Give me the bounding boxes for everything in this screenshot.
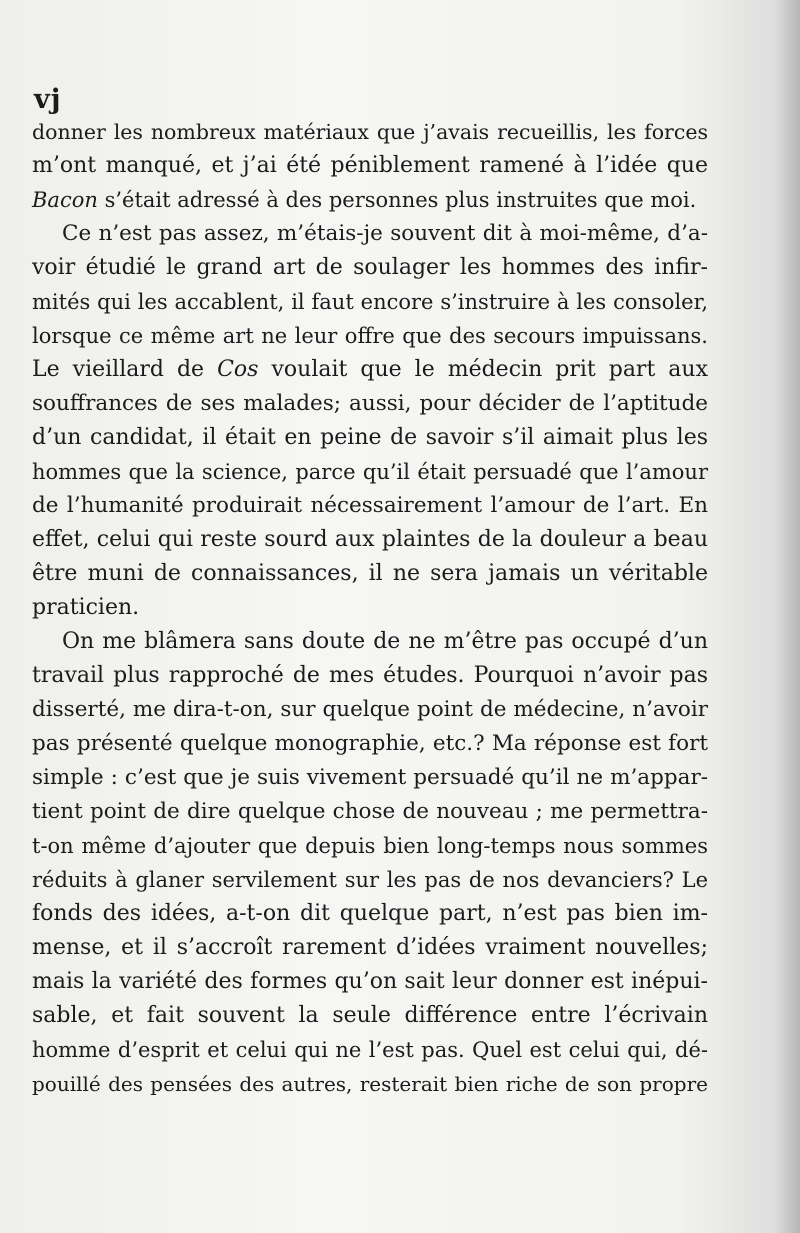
text-line bbox=[32, 353, 708, 387]
text-segment: pas présenté quelque monographie, etc.? Ma réponse est fort bbox=[32, 731, 708, 756]
page-number: vj bbox=[34, 84, 62, 115]
text-line bbox=[32, 421, 708, 455]
text-segment: Ce n’est pas assez, m’étais-je souvent dit à moi-même, d’a- bbox=[62, 221, 708, 246]
text-line bbox=[32, 251, 708, 285]
text-line bbox=[32, 557, 708, 591]
text-line bbox=[32, 897, 708, 931]
text-line bbox=[32, 1067, 708, 1101]
text-line bbox=[32, 727, 708, 761]
text-line bbox=[32, 863, 708, 897]
text-segment: hommes que la science, parce qu’il était persuadé que l’amour bbox=[32, 460, 708, 484]
text-line bbox=[32, 693, 708, 727]
text-segment: t-on même d’ajouter que depuis bien long-temps nous sommes bbox=[32, 834, 708, 858]
text-line bbox=[32, 659, 708, 693]
text-segment: sable, et fait souvent la seule différence entre l’écrivain bbox=[32, 1003, 708, 1028]
text-segment: Bacon bbox=[32, 188, 98, 212]
text-segment: praticien. bbox=[32, 595, 140, 620]
text-segment: homme d’esprit et celui qui ne l’est pas. Quel est celui qui, dé- bbox=[32, 1038, 708, 1062]
text-segment: travail plus rapproché de mes études. Pourquoi n’avoir pas bbox=[32, 663, 708, 688]
text-line bbox=[32, 387, 708, 421]
text-segment: souffrances de ses malades; aussi, pour décider de l’aptitude bbox=[32, 391, 708, 416]
text-segment: voulait que le médecin prit part aux bbox=[258, 357, 708, 382]
text-line bbox=[32, 523, 708, 557]
text-line bbox=[32, 761, 708, 795]
text-line bbox=[32, 965, 708, 999]
text-segment: voir étudié le grand art de soulager les hommes des infir- bbox=[32, 255, 708, 280]
text-segment: effet, celui qui reste sourd aux plaintes de la douleur a beau bbox=[32, 527, 708, 552]
page-edge-shadow bbox=[774, 0, 800, 1233]
text-segment: simple : c’est que je suis vivement persuadé qu’il ne m’appar- bbox=[32, 765, 708, 790]
text-segment: donner les nombreux matériaux que j’avais recueillis, les forces bbox=[32, 120, 708, 144]
text-line bbox=[32, 999, 708, 1033]
body-text bbox=[32, 115, 708, 1101]
text-line bbox=[32, 455, 708, 489]
italic-term: Cos bbox=[217, 357, 259, 382]
text-segment: être muni de connaissances, il ne sera jamais un véritable bbox=[32, 561, 708, 586]
text-segment: fonds des idées, a-t-on dit quelque part, n’est pas bien im- bbox=[32, 901, 708, 926]
text-segment: s’était adressé à des personnes plus instruites que moi. bbox=[97, 188, 697, 212]
text-segment: de l’humanité produirait nécessairement l’amour de l’art. En bbox=[32, 493, 708, 518]
text-segment: d’un candidat, il était en peine de savoir s’il aimait plus les bbox=[32, 425, 708, 450]
text-line bbox=[32, 285, 708, 319]
text-line bbox=[32, 625, 708, 659]
text-line bbox=[32, 489, 708, 523]
text-segment: On me blâmera sans doute de ne m’être pas occupé d’un bbox=[62, 629, 708, 654]
text-line bbox=[32, 1033, 708, 1067]
text-segment: réduits à glaner servilement sur les pas de nos devanciers? Le bbox=[32, 868, 708, 892]
text-line bbox=[32, 829, 708, 863]
text-segment: mités qui les accablent, il faut encore s’instruire à les consoler, bbox=[32, 290, 708, 314]
text-segment: mense, et il s’accroît rarement d’idées vraiment nouvelles; bbox=[32, 935, 708, 960]
text-segment: m’ont manqué, et j’ai été péniblement ramené à l’idée que bbox=[32, 153, 708, 178]
text-segment: pouillé des pensées des autres, resterait bien riche de son propre bbox=[32, 1072, 708, 1096]
text-line bbox=[32, 217, 708, 251]
text-line bbox=[32, 591, 708, 625]
text-line bbox=[32, 183, 708, 217]
text-line bbox=[32, 795, 708, 829]
text-segment: disserté, me dira-t-on, sur quelque point de médecine, n’avoir bbox=[32, 697, 708, 722]
text-segment: tient point de dire quelque chose de nouveau ; me permettra- bbox=[32, 799, 708, 824]
text-line bbox=[32, 149, 708, 183]
text-line bbox=[32, 319, 708, 353]
text-line bbox=[32, 115, 708, 149]
text-segment: lorsque ce même art ne leur offre que des secours impuissans. bbox=[32, 324, 708, 348]
text-segment: Le vieillard de bbox=[32, 357, 218, 382]
text-segment: mais la variété des formes qu’on sait leur donner est inépui- bbox=[32, 969, 708, 994]
text-line bbox=[32, 931, 708, 965]
